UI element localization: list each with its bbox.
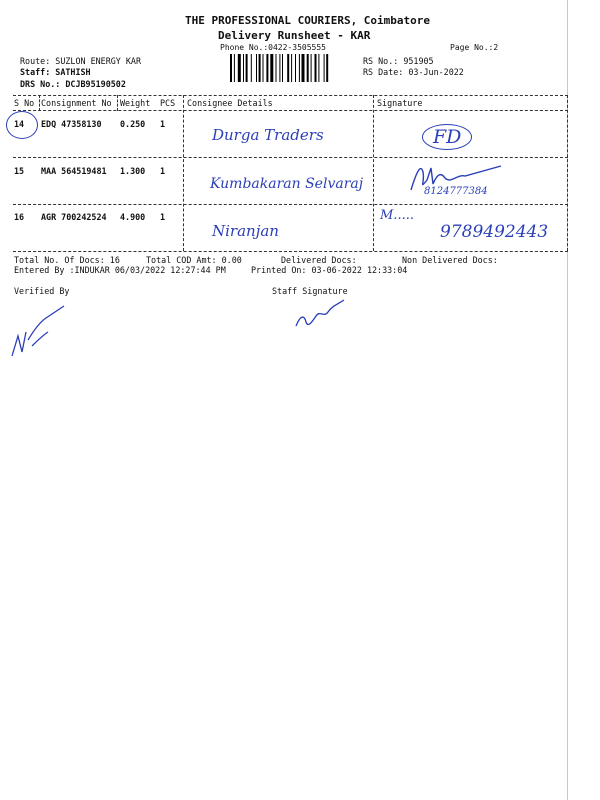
barcode-image bbox=[230, 54, 358, 82]
barcode-bar bbox=[291, 54, 292, 82]
handwritten-circle-mark bbox=[6, 111, 38, 139]
row-divider bbox=[13, 157, 568, 158]
barcode-bar bbox=[295, 54, 296, 82]
barcode-bar bbox=[259, 54, 261, 82]
col-header-consignment: Consignment No bbox=[41, 98, 112, 108]
row-sno: 14 bbox=[14, 119, 25, 129]
phone-number: Phone No.:0422-3505555 bbox=[220, 43, 326, 52]
barcode-bar bbox=[238, 54, 241, 82]
barcode-bar bbox=[243, 54, 244, 82]
barcode-bar bbox=[318, 54, 319, 82]
barcode-bar bbox=[311, 54, 312, 82]
barcode-bar bbox=[279, 54, 280, 82]
printed-on: Printed On: 03-06-2022 12:33:04 bbox=[251, 265, 408, 275]
col-header-pcs: PCS bbox=[160, 98, 176, 108]
column-divider bbox=[567, 95, 568, 251]
barcode-bar bbox=[299, 54, 300, 82]
row-sno: 16 bbox=[14, 212, 25, 222]
column-divider bbox=[373, 95, 374, 251]
row-consignment: AGR 700242524 bbox=[41, 212, 107, 222]
row-divider bbox=[13, 204, 568, 205]
col-header-signature: Signature bbox=[377, 98, 423, 108]
row-sno: 15 bbox=[14, 166, 25, 176]
barcode-bar bbox=[246, 54, 248, 82]
barcode-bar bbox=[315, 54, 317, 82]
handwritten-consignee: Niranjan bbox=[212, 222, 279, 240]
page-number: Page No.:2 bbox=[450, 43, 499, 52]
document-title: Delivery Runsheet - KAR bbox=[218, 29, 371, 42]
table-top-rule bbox=[13, 95, 568, 96]
col-header-weight: Weight bbox=[120, 98, 151, 108]
barcode-bar bbox=[263, 54, 264, 82]
route-label: Route: SUZLON ENERGY KAR bbox=[20, 56, 142, 66]
barcode-bar bbox=[234, 54, 235, 82]
row-consignment: EDQ 47358130 bbox=[41, 119, 102, 129]
row-weight: 4.900 bbox=[120, 212, 146, 222]
row-weight: 1.300 bbox=[120, 166, 146, 176]
row-pcs: 1 bbox=[160, 119, 166, 129]
table-bottom-rule bbox=[13, 251, 568, 252]
barcode-bar bbox=[302, 54, 305, 82]
staff-signature-label: Staff Signature bbox=[272, 286, 348, 296]
column-divider bbox=[117, 95, 118, 111]
staff-label: Staff: SATHISH bbox=[20, 67, 91, 77]
column-divider bbox=[39, 95, 40, 111]
row-pcs: 1 bbox=[160, 166, 166, 176]
verified-by-label: Verified By bbox=[14, 286, 70, 296]
barcode-bar bbox=[282, 54, 283, 82]
drs-number: DRS No.: DCJB95190502 bbox=[20, 79, 126, 89]
barcode-bar bbox=[230, 54, 232, 82]
handwritten-consignee: Kumbakaran Selvaraj bbox=[210, 176, 364, 192]
rs-number: RS No.: 951905 bbox=[363, 56, 434, 66]
column-divider bbox=[183, 95, 184, 251]
row-pcs: 1 bbox=[160, 212, 166, 222]
delivered-docs: Delivered Docs: bbox=[281, 255, 357, 265]
col-header-sno: S No bbox=[14, 98, 35, 108]
entered-by: Entered By :INDUKAR 06/03/2022 12:27:44 PM bbox=[14, 265, 226, 275]
barcode-bar bbox=[287, 54, 289, 82]
row-consignment: MAA 564519481 bbox=[41, 166, 107, 176]
barcode-bar bbox=[256, 54, 257, 82]
barcode-bar bbox=[324, 54, 325, 82]
handwritten-phone: 9789492443 bbox=[440, 222, 549, 242]
verifier-signature-scribble bbox=[8, 300, 68, 360]
table-header-rule bbox=[13, 110, 568, 111]
handwritten-phone: 8124777384 bbox=[424, 186, 488, 197]
total-docs: Total No. Of Docs: 16 bbox=[14, 255, 120, 265]
barcode-bar bbox=[276, 54, 277, 82]
barcode-bar bbox=[307, 54, 309, 82]
barcode-bar bbox=[270, 54, 273, 82]
barcode-bar bbox=[251, 54, 252, 82]
non-delivered-docs: Non Delivered Docs: bbox=[402, 255, 498, 265]
barcode-bar bbox=[266, 54, 268, 82]
handwritten-consignee: Durga Traders bbox=[212, 126, 324, 144]
staff-signature-scribble bbox=[290, 296, 350, 332]
handwritten-signature: FD bbox=[422, 124, 472, 150]
row-weight: 0.250 bbox=[120, 119, 146, 129]
total-cod-amount: Total COD Amt: 0.00 bbox=[146, 255, 242, 265]
company-name: THE PROFESSIONAL COURIERS, Coimbatore bbox=[185, 14, 431, 27]
handwritten-signature: M..... bbox=[380, 208, 414, 223]
barcode-bar bbox=[326, 54, 328, 82]
rs-date: RS Date: 03-Jun-2022 bbox=[363, 67, 464, 77]
col-header-consignee: Consignee Details bbox=[187, 98, 273, 108]
